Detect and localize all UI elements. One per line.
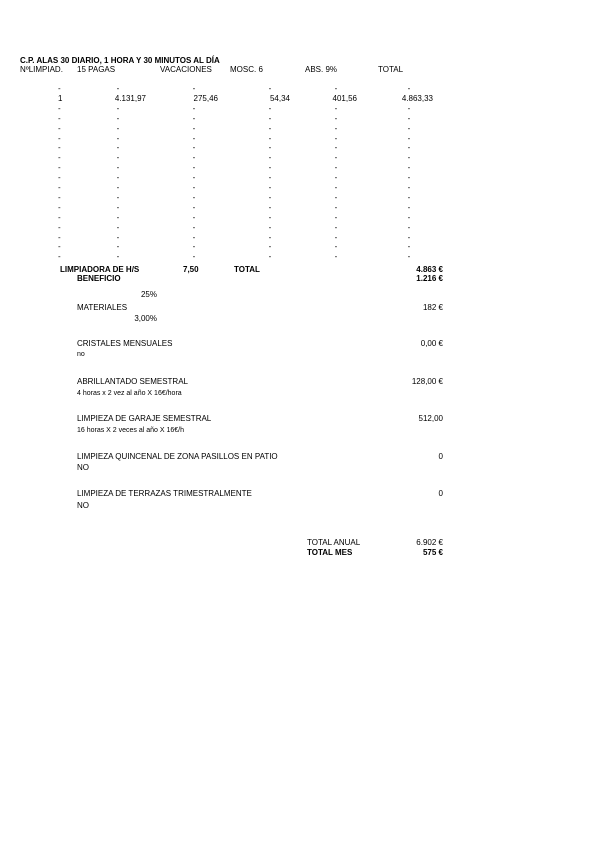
table-cell: - (407, 173, 411, 183)
page-title: C.P. ALAS 30 DIARIO, 1 HORA Y 30 MINUTOS AL DÍA (20, 56, 220, 65)
materiales-label: MATERIALES (77, 303, 128, 312)
table-cell: - (192, 202, 196, 212)
quincenal-note: NO (77, 463, 89, 472)
header-total: TOTAL (378, 65, 404, 74)
table-cell: - (268, 84, 272, 93)
total-mes-value: 575 € (422, 548, 443, 557)
table-cell: - (192, 153, 196, 163)
materiales-percent: 3,00% (134, 314, 157, 323)
table-cell: - (116, 84, 120, 93)
table-cell: - (192, 232, 196, 242)
table-cell: - (407, 192, 411, 202)
table-cell: 275,46 (193, 93, 218, 103)
table-cell: - (268, 222, 272, 232)
table-cell: - (58, 183, 61, 192)
materiales-value: 182 € (422, 303, 443, 312)
table-cell: - (407, 242, 411, 252)
table-cell: - (268, 173, 272, 183)
table-cell: - (58, 163, 61, 173)
table-cell: 54,34 (269, 93, 290, 103)
table-cell: - (192, 183, 196, 192)
table-cell: - (268, 133, 272, 143)
abrillantado-label: ABRILLANTADO SEMESTRAL (77, 377, 188, 386)
table-cell: - (58, 212, 61, 222)
table-cell: - (268, 232, 272, 242)
cristales-label: CRISTALES MENSUALES (77, 339, 173, 348)
table-cell: - (116, 242, 120, 252)
table-cell: - (334, 232, 338, 242)
table-cell: - (58, 173, 61, 183)
quincenal-value: 0 (438, 452, 443, 461)
table-cell: - (58, 113, 61, 123)
terrazas-note: NO (77, 501, 89, 510)
table-cell: - (334, 202, 338, 212)
table-cell: - (407, 183, 411, 192)
table-cell: - (192, 143, 196, 153)
table-cell: - (116, 143, 120, 153)
table-cell: 4.863,33 (401, 93, 433, 103)
table-cell: 1 (58, 93, 63, 103)
table-cell: - (58, 123, 61, 133)
table-cell: - (116, 133, 120, 143)
table-cell: - (58, 202, 61, 212)
table-cell: - (334, 242, 338, 252)
abrillantado-value: 128,00 € (411, 377, 443, 386)
table-cell: - (116, 183, 120, 192)
garaje-label: LIMPIEZA DE GARAJE SEMESTRAL (77, 414, 212, 423)
table-cell: - (407, 113, 411, 123)
table-cell: - (192, 222, 196, 232)
limpiadora-total-label: TOTAL (234, 265, 260, 274)
table-cell: - (334, 252, 338, 262)
table-cell: - (268, 113, 272, 123)
table-cell: - (58, 222, 61, 232)
table-cell: - (116, 212, 120, 222)
table-cell: - (116, 163, 120, 173)
table-cell: - (407, 252, 411, 262)
beneficio-value: 1.216 € (416, 274, 443, 283)
table-cell: - (116, 153, 120, 163)
table-cell: - (407, 133, 411, 143)
table-cell: - (116, 103, 120, 113)
table-cell: - (116, 113, 120, 123)
table-cell: - (268, 143, 272, 153)
garaje-note: 16 horas X 2 veces al año X 16€/h (77, 427, 185, 434)
table-cell: - (268, 212, 272, 222)
terrazas-value: 0 (438, 489, 443, 498)
header-mosc: MOSC. 6 (230, 65, 263, 74)
table-cell: - (192, 163, 196, 173)
table-cell: - (116, 202, 120, 212)
table-cell: - (192, 133, 196, 143)
table-cell: - (407, 163, 411, 173)
total-anual-label: TOTAL ANUAL (307, 538, 361, 547)
table-cell: - (334, 84, 338, 93)
table-cell: - (268, 242, 272, 252)
table-cell: - (407, 103, 411, 113)
table-cell: - (58, 192, 61, 202)
table-cell: - (407, 153, 411, 163)
table-cell: - (407, 212, 411, 222)
table-cell: - (334, 103, 338, 113)
table-cell: - (58, 252, 61, 262)
table-cell: - (334, 183, 338, 192)
table-cell: - (334, 173, 338, 183)
table-cell: - (192, 113, 196, 123)
total-mes-label: TOTAL MES (307, 548, 353, 557)
table-cell: - (334, 113, 338, 123)
table-cell: - (334, 212, 338, 222)
table-cell: - (58, 133, 61, 143)
table-cell: - (58, 232, 61, 242)
header-nlimpiad: NºLIMPIAD. (20, 65, 63, 74)
beneficio-label: BENEFICIO (77, 274, 121, 283)
limpiadora-total-value: 4.863 € (416, 265, 443, 274)
table-cell: - (116, 222, 120, 232)
table-cell: - (407, 143, 411, 153)
table-cell: - (334, 143, 338, 153)
table-cell: - (116, 173, 120, 183)
cristales-value: 0,00 € (420, 339, 443, 348)
table-cell: - (192, 173, 196, 183)
table-cell: - (407, 232, 411, 242)
table-cell: - (192, 103, 196, 113)
table-cell: - (116, 192, 120, 202)
table-cell: - (407, 123, 411, 133)
table-cell: - (268, 183, 272, 192)
terrazas-label: LIMPIEZA DE TERRAZAS TRIMESTRALMENTE (77, 489, 252, 498)
table-cell: - (407, 222, 411, 232)
quincenal-label: LIMPIEZA QUINCENAL DE ZONA PASILLOS EN PATIO (77, 452, 278, 461)
table-cell: - (407, 84, 411, 93)
table-cell: - (334, 123, 338, 133)
table-cell: - (268, 103, 272, 113)
table-cell: - (268, 202, 272, 212)
abrillantado-note: 4 horas x 2 vez al año X 16€/hora (77, 390, 182, 397)
table-cell: - (334, 133, 338, 143)
table-cell: - (334, 163, 338, 173)
limpiadora-rate: 7,50 (183, 265, 199, 274)
table-cell: - (116, 232, 120, 242)
limpiadora-label: LIMPIADORA DE H/S (60, 265, 140, 274)
table-cell: 4.131,97 (114, 93, 146, 103)
table-cell: - (192, 123, 196, 133)
table-cell: - (268, 163, 272, 173)
table-cell: - (192, 192, 196, 202)
beneficio-percent: 25% (140, 290, 157, 299)
table-cell: - (334, 153, 338, 163)
table-cell: - (268, 252, 272, 262)
table-cell: 401,56 (332, 93, 357, 103)
table-cell: - (407, 202, 411, 212)
cristales-note: no (77, 351, 85, 358)
garaje-value: 512,00 (418, 414, 443, 423)
table-cell: - (192, 252, 196, 262)
header-abs: ABS. 9% (305, 65, 338, 74)
table-cell: - (192, 212, 196, 222)
table-cell: - (192, 242, 196, 252)
table-cell: - (268, 123, 272, 133)
header-15-pagas: 15 PAGAS (77, 65, 116, 74)
table-cell: - (268, 192, 272, 202)
table-cell: - (58, 103, 61, 113)
table-cell: - (58, 153, 61, 163)
table-cell: - (58, 242, 61, 252)
table-cell: - (58, 143, 61, 153)
total-anual-value: 6.902 € (416, 538, 443, 547)
table-cell: - (334, 222, 338, 232)
table-cell: - (116, 252, 120, 262)
table-cell: - (116, 123, 120, 133)
header-vacaciones: VACACIONES (160, 65, 212, 74)
table-cell: - (334, 192, 338, 202)
table-cell: - (58, 84, 61, 93)
table-cell: - (268, 153, 272, 163)
table-cell: - (192, 84, 196, 93)
